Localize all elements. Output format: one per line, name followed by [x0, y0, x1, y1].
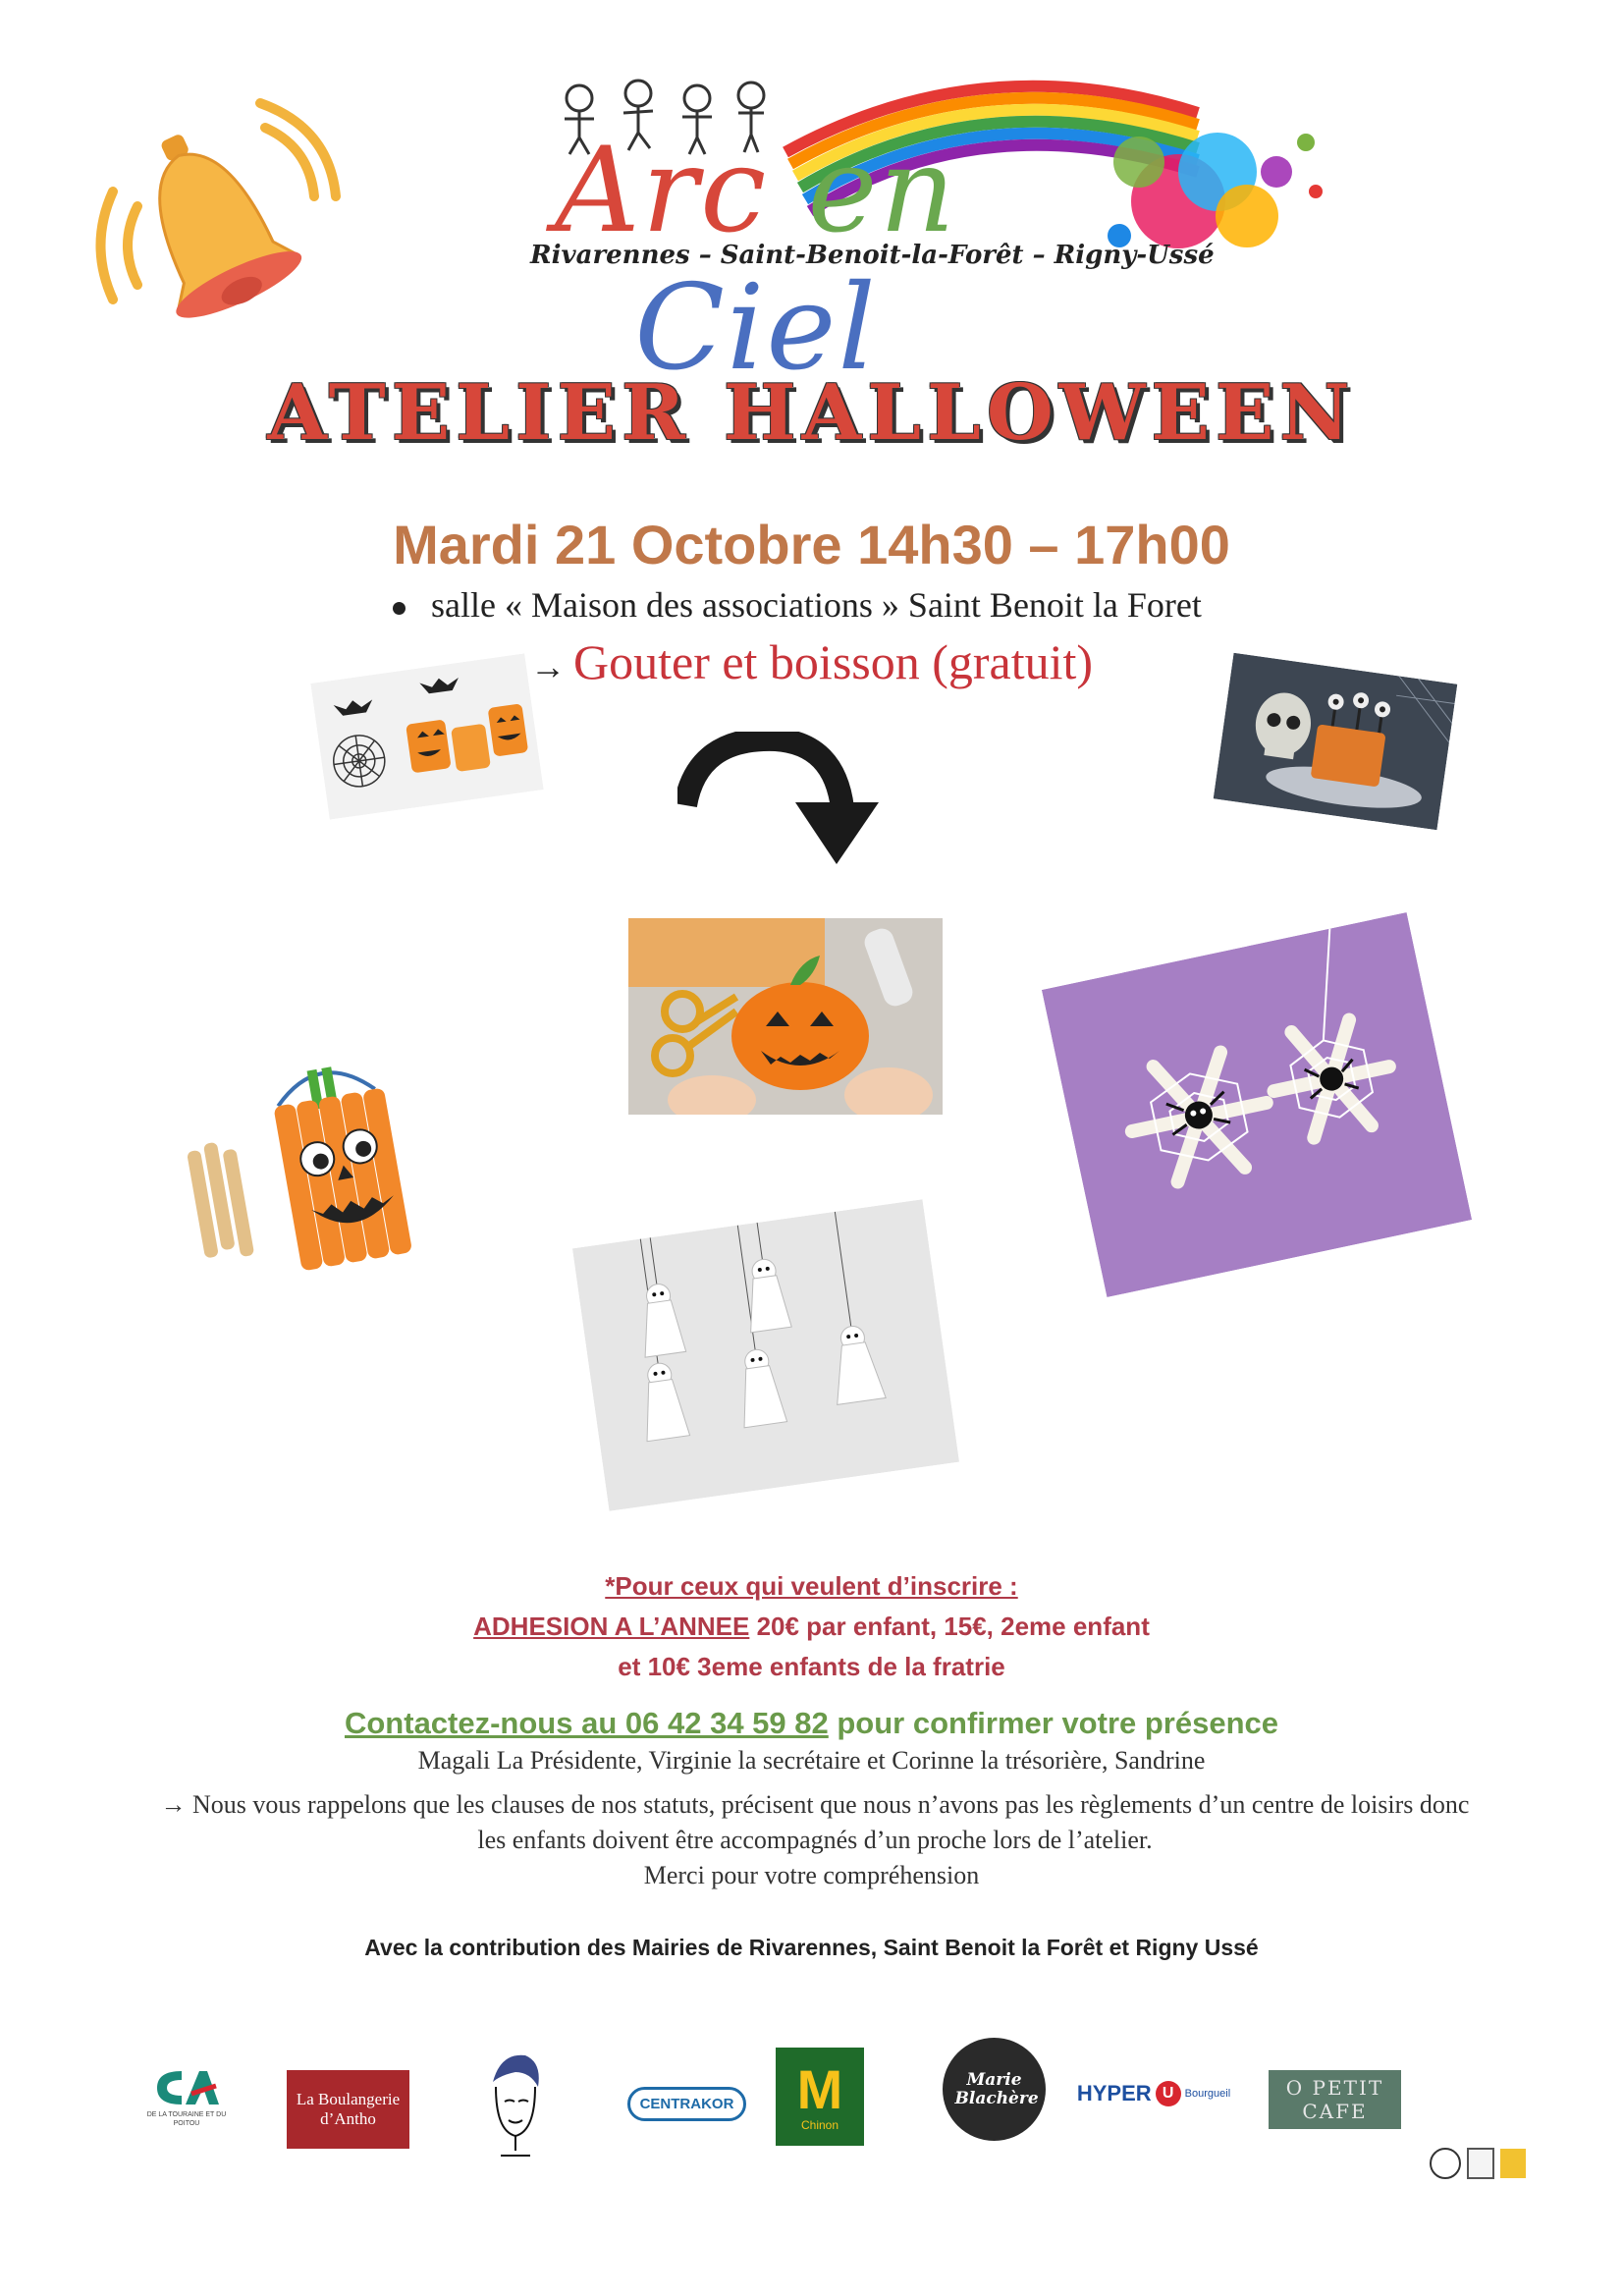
centrakor-text: CENTRAKOR: [627, 2087, 747, 2121]
arrow-right-icon: →: [530, 647, 566, 686]
venue-line: [393, 584, 1202, 626]
mcdonalds-city: Chinon: [800, 2118, 839, 2132]
event-date: Mardi 21 Octobre 14h30 – 17h00: [393, 514, 1230, 575]
credit-agricole-subtitle: DE LA TOURAINE ET DU POITOU: [146, 2110, 227, 2127]
centrakor-logo: [625, 2074, 748, 2133]
hyper-u-badge-icon: U: [1156, 2081, 1181, 2106]
paper-pumpkin-photo: [628, 918, 943, 1115]
logo-title-ciel: Ciel: [634, 260, 878, 397]
small-partner-icons: [1424, 2146, 1532, 2180]
partner-yellow-icon: [1500, 2149, 1526, 2178]
registration-sibling-line: et 10€ 3eme enfants de la fratrie: [618, 1652, 1005, 1681]
spider-webs-photo: [1042, 912, 1472, 1297]
logo-title-en: en: [807, 123, 957, 259]
popsicle-pumpkin-photo: [162, 1019, 477, 1319]
hyper-u-city: Bourgueil: [1184, 2088, 1231, 2100]
registration-heading: [0, 1571, 1623, 1602]
reminder-paragraph: → Nous vous rappelons que les clauses de nos statuts, précisent que nous n’avons pas les règlements d’un centre de loisirs donc les enfants doivent être accompagnés d’un proche lors de l’atelier.: [160, 1790, 1470, 1854]
boulangerie-antho-logo: [287, 2070, 409, 2149]
bell-icon: [79, 88, 344, 354]
hyper-u-text: HYPER: [1076, 2081, 1152, 2105]
tissue-ghosts-photo: [572, 1199, 959, 1510]
curved-arrow-icon: [677, 732, 879, 884]
registration-heading-text: *Pour ceux qui veulent d’inscrire :: [605, 1571, 1018, 1601]
mcdonalds-logo: [776, 2048, 864, 2146]
mcdonalds-arches-icon: M: [796, 2058, 843, 2120]
snack-line: [530, 633, 1093, 690]
organizers-line: Magali La Présidente, Virginie la secrétaire et Corinne la trésorière, Sandrine: [417, 1746, 1206, 1775]
hyper-u-logo: [1070, 2074, 1237, 2113]
hair-salon-logo: [476, 2043, 555, 2165]
thanks-line: Merci pour votre compréhension: [643, 1861, 980, 1889]
logo-subtitle: Rivarennes – Saint-Benoit-la-Forêt – Rigny-Ussé: [530, 241, 1215, 270]
logo-title-arc: Arc: [555, 123, 769, 259]
fee-text: 20€ par enfant, 15€, 2eme enfant: [749, 1612, 1150, 1641]
contribution-line: Avec la contribution des Mairies de Rivarennes, Saint Benoit la Forêt et Rigny Ussé: [364, 1935, 1259, 1960]
page-title: ATELIER HALLOWEEN: [267, 368, 1356, 458]
arc-en-ciel-logo: [432, 54, 1375, 397]
skull-cake-photo: [1214, 653, 1458, 831]
petit-cafe-logo: [1269, 2070, 1401, 2129]
snack-text: Gouter et boisson (gratuit): [573, 634, 1094, 689]
venue-text: salle « Maison des associations » Saint Benoit la Foret: [431, 585, 1202, 625]
boulangerie-antho-text: La Boulangerie d’Antho: [296, 2090, 401, 2128]
contact-line: [0, 1706, 1623, 1741]
partner-round-icon: [1430, 2148, 1461, 2179]
registration-fee-line: [0, 1612, 1623, 1642]
annual-membership-label: ADHESION A L’ANNEE: [473, 1612, 750, 1641]
credit-agricole-logo: [137, 2052, 236, 2141]
contact-phone-link[interactable]: Contactez-nous au 06 42 34 59 82: [344, 1706, 829, 1740]
marie-blachere-text: Marie Blachère: [954, 2069, 1039, 2108]
contact-rest: pour confirmer votre présence: [828, 1706, 1278, 1740]
partner-square-icon: [1467, 2148, 1494, 2179]
bullet-icon: [393, 602, 406, 615]
marie-blachere-logo: [943, 2038, 1046, 2141]
pumpkin-lanterns-photo: [310, 653, 543, 819]
petit-cafe-text: O PETIT CAFE: [1285, 2076, 1384, 2123]
